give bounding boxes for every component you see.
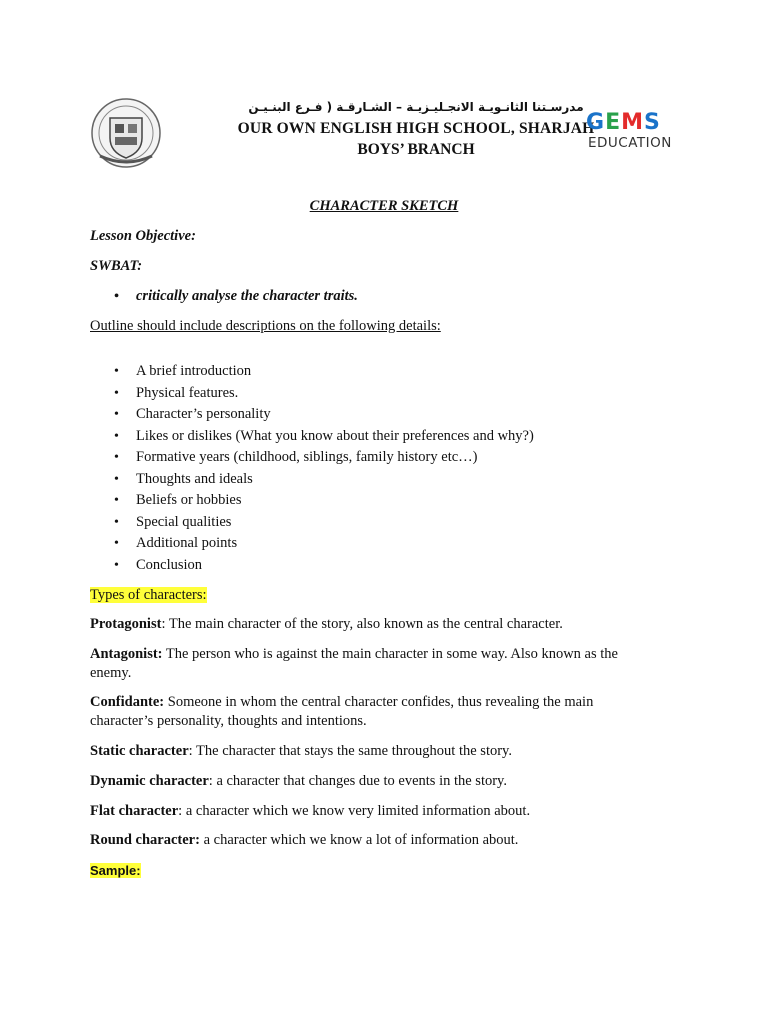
gems-education-logo: [582, 110, 700, 150]
outline-item: • Physical features.: [90, 383, 534, 405]
type-static: Static character: The character that stays the same throughout the story.: [90, 743, 512, 759]
sample-row: [90, 861, 650, 881]
school-header: [90, 96, 700, 174]
type-definition: The character that stays the same throughout the story.: [196, 743, 512, 759]
type-round: [90, 831, 650, 850]
swbat-label: SWBAT:: [90, 258, 143, 274]
type-term: Flat character: [90, 803, 179, 819]
sample-label: Sample:: [90, 863, 141, 878]
type-antagonist: [90, 645, 660, 683]
outline-item: • Formative years (childhood, siblings, family history etc…): [90, 447, 534, 469]
lesson-objective-label: Lesson Objective:: [90, 228, 196, 244]
type-protagonist: Protagonist: The main character of the story, also known as the central character.: [90, 616, 563, 632]
type-dynamic: Dynamic character: a character that changes due to events in the story.: [90, 773, 507, 789]
objective-item: • critically analyse the character traits.: [90, 286, 358, 308]
page-title: CHARACTER SKETCH: [309, 198, 459, 214]
type-term: Dynamic character: [90, 773, 209, 789]
outline-item: • A brief introduction: [90, 361, 534, 383]
type-term: Confidante:: [90, 694, 165, 710]
gems-logo-sub: EDUCATION: [588, 135, 672, 151]
outline-item: • Special qualities: [90, 512, 534, 534]
branch-name: BOYS’ BRANCH: [357, 141, 475, 158]
school-name: OUR OWN ENGLISH HIGH SCHOOL, SHARJAH: [237, 120, 595, 137]
types-heading-row: [90, 586, 650, 605]
type-definition: a character that changes due to events in the story.: [216, 773, 507, 789]
type-definition: a character which we know a lot of information about.: [203, 832, 519, 848]
outline-item: • Thoughts and ideals: [90, 469, 534, 491]
objective-list: [90, 286, 358, 308]
type-term: Round character:: [90, 832, 200, 848]
type-definition: a character which we know very limited information about.: [185, 803, 531, 819]
gems-logo-word: GEMS: [586, 110, 661, 135]
school-crest-icon: [90, 96, 162, 170]
outline-heading: Outline should include descriptions on the following details:: [90, 318, 441, 334]
types-heading: Types of characters:: [90, 587, 207, 603]
type-term: Protagonist: [90, 616, 162, 632]
type-definition: The person who is against the main character in some way. Also known as the enemy.: [90, 646, 618, 681]
type-definition: Someone in whom the central character confides, thus revealing the main character’s personality, thoughts and intentions.: [90, 694, 594, 729]
outline-list: [90, 361, 534, 576]
type-term: Static character: [90, 743, 189, 759]
type-definition: The main character of the story, also known as the central character.: [168, 616, 563, 632]
type-flat: Flat character: a character which we know very limited information about.: [90, 803, 531, 819]
outline-item: • Beliefs or hobbies: [90, 490, 534, 512]
arabic-school-name: مدرسـتنا الثانـويـة الانجـليـزيـة – الشـارقـة ( فـرع البنـيـن: [248, 100, 584, 114]
outline-item: • Character’s personality: [90, 404, 534, 426]
outline-item: • Likes or dislikes (What you know about their preferences and why?): [90, 426, 534, 448]
outline-item: • Additional points: [90, 533, 534, 555]
outline-item: • Conclusion: [90, 555, 534, 577]
type-term: Antagonist:: [90, 646, 163, 662]
type-confidante: [90, 693, 650, 731]
